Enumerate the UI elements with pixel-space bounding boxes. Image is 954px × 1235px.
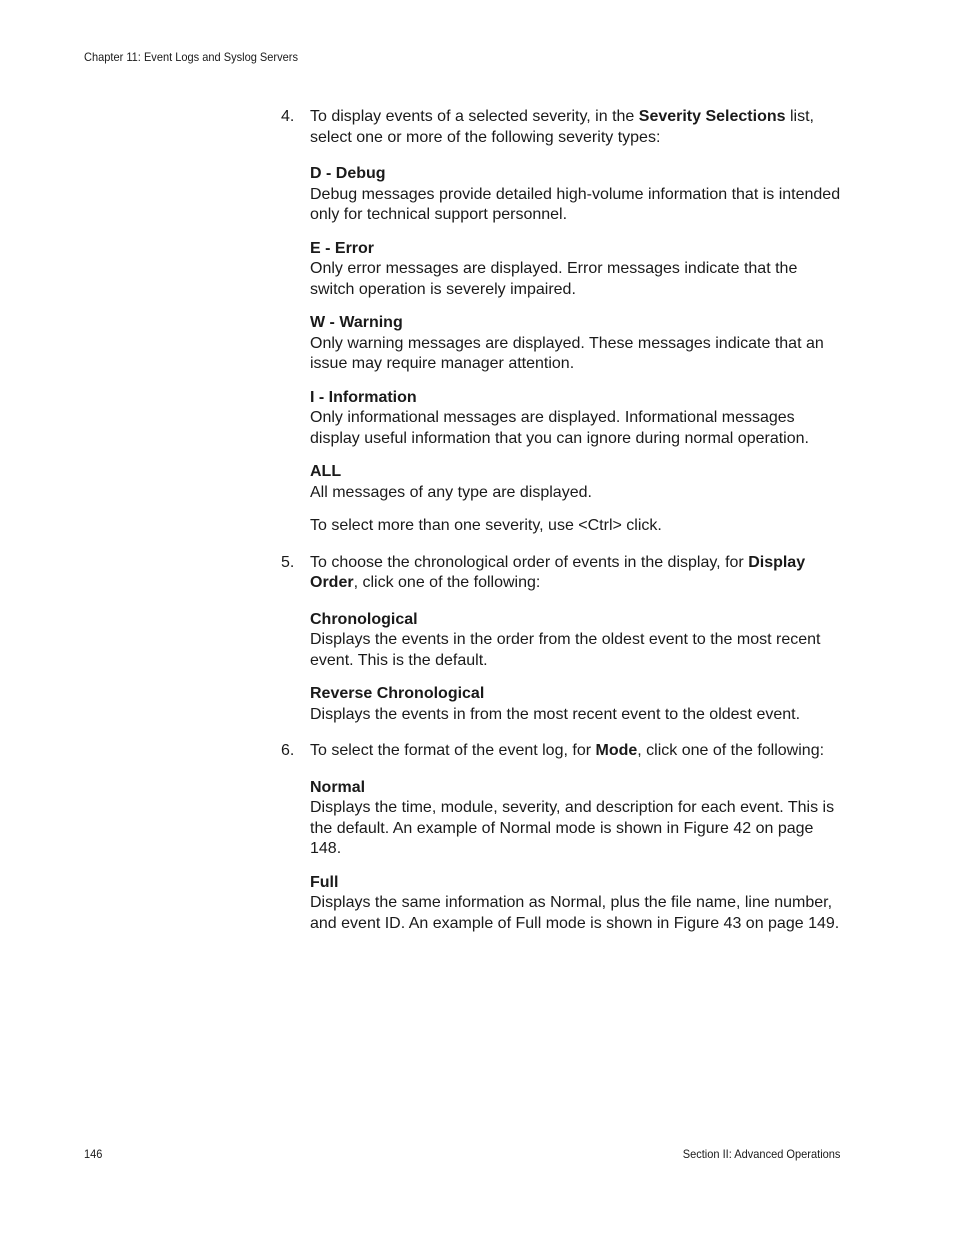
definition-description: All messages of any type are displayed. — [310, 483, 592, 501]
definition-term: W - Warning — [310, 314, 403, 331]
definition-normal — [310, 778, 846, 860]
step-5 — [281, 553, 846, 726]
ui-term-display-order: Display Order — [310, 553, 806, 591]
page-number: 146 — [84, 1147, 103, 1161]
step-6 — [281, 741, 846, 934]
definition-term: Chronological — [310, 610, 418, 628]
page-body — [281, 107, 846, 950]
definition-term: Full — [310, 873, 339, 891]
definition-information — [310, 388, 846, 450]
definition-chronological — [310, 610, 846, 672]
ui-term-severity-selections: Severity Selections — [638, 108, 786, 125]
definition-term: ALL — [310, 463, 342, 480]
running-footer-section: Section II: Advanced Operations — [682, 1147, 840, 1161]
definition-description: Displays the same information as Normal, plus the file name, line number, and event ID. An example of Full mode is shown in Figure 43 on page 149. — [310, 894, 840, 932]
step-number: 5. — [281, 553, 295, 571]
definition-debug — [310, 164, 846, 226]
definition-full — [310, 873, 846, 935]
definition-term: Normal — [310, 778, 366, 796]
definition-error — [310, 239, 846, 301]
ui-term-mode: Mode — [595, 742, 638, 759]
step-instruction: To select the format of the event log, for Mode, click one of the following: — [310, 742, 825, 759]
definition-term: E - Error — [310, 239, 375, 257]
definition-term: Reverse Chronological — [310, 685, 485, 702]
step-instruction: To display events of a selected severity, in the Severity Selections list, select one or more of the following severity types: — [310, 108, 814, 146]
definition-description: Debug messages provide detailed high-volume information that is intended only for technical support personnel. — [310, 185, 841, 223]
definition-reverse-chronological — [310, 684, 846, 725]
definition-term: I - Information — [310, 388, 417, 406]
definition-description: Displays the time, module, severity, and description for each event. This is the default. An example of Normal mode is shown in Figure 42 on page 148. — [310, 799, 835, 857]
definition-description: Only warning messages are displayed. These messages indicate that an issue may require manager attention. — [310, 334, 824, 372]
definition-description: Only informational messages are displayed. Informational messages display useful information that you can ignore during normal operation. — [310, 409, 809, 447]
definition-description: Displays the events in the order from the oldest event to the most recent event. This is the default. — [310, 631, 821, 669]
definition-description: Displays the events in from the most recent event to the oldest event. — [310, 705, 801, 723]
step-note: To select more than one severity, use <Ctrl> click. — [310, 517, 662, 534]
step-number: 6. — [281, 742, 295, 759]
step-instruction: To choose the chronological order of events in the display, for Display Order, click one of the following: — [310, 553, 806, 591]
definition-warning — [310, 313, 846, 375]
definition-all — [310, 462, 846, 503]
running-header: Chapter 11: Event Logs and Syslog Servers — [84, 50, 298, 64]
definition-term: D - Debug — [310, 165, 386, 182]
step-number: 4. — [281, 108, 295, 125]
definition-description: Only error messages are displayed. Error messages indicate that the switch operation is severely impaired. — [310, 260, 798, 298]
step-4 — [281, 107, 846, 537]
